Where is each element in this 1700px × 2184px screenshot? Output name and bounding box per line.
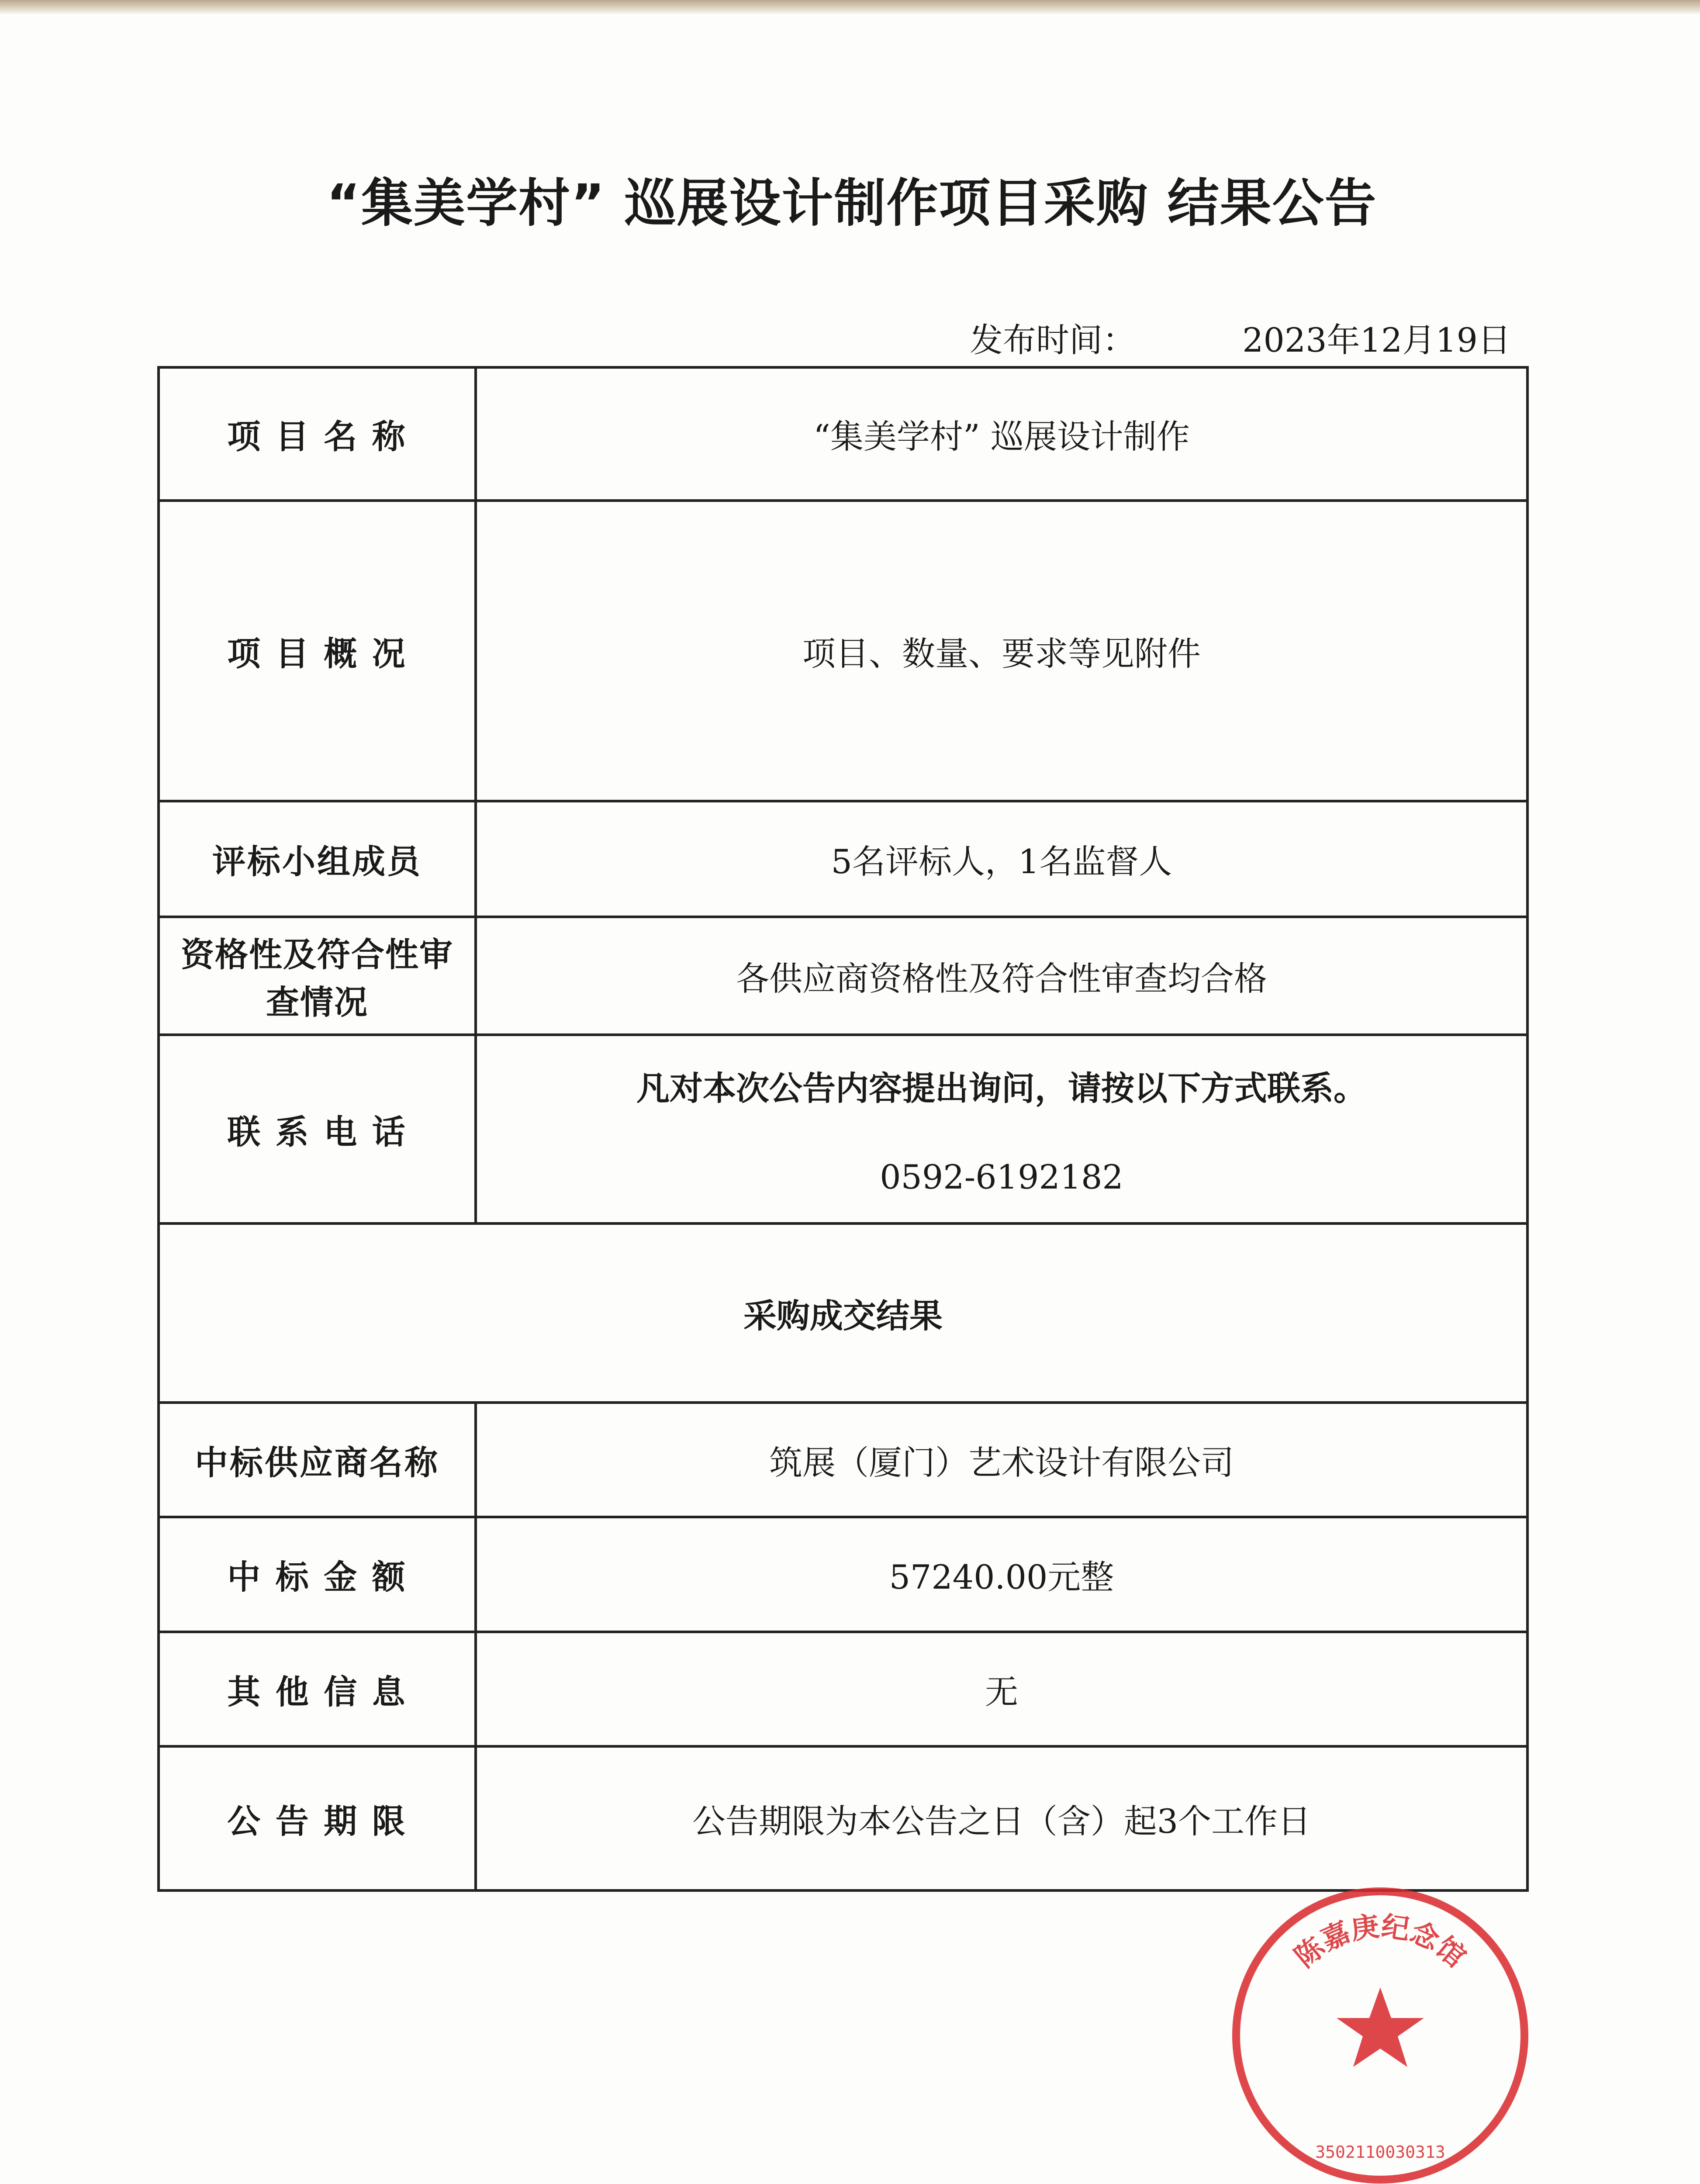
publish-date [970, 314, 1511, 361]
committee-value: 5名评标人，1名监督人 [476, 801, 1527, 917]
announcement-table [157, 366, 1529, 1892]
scan-edge [0, 0, 1700, 15]
table-row [159, 1035, 1527, 1223]
result-heading: 采购成交结果 [159, 1223, 1527, 1403]
contact-cell [476, 1035, 1527, 1223]
table-row [159, 1223, 1527, 1403]
amount-value: 57240.00元整 [476, 1517, 1527, 1632]
contact-label: 联 系 电 话 [159, 1035, 476, 1223]
table-row [159, 801, 1527, 917]
committee-label: 评标小组成员 [159, 801, 476, 917]
supplier-label: 中标供应商名称 [159, 1403, 476, 1517]
project-name-label: 项 目 名 称 [159, 367, 476, 501]
table-row [159, 501, 1527, 801]
other-value: 无 [476, 1632, 1527, 1746]
other-label: 其 他 信 息 [159, 1632, 476, 1746]
period-value: 公告期限为本公告之日（含）起3个工作日 [476, 1746, 1527, 1890]
table-row [159, 1403, 1527, 1517]
supplier-value: 筑展（厦门）艺术设计有限公司 [476, 1403, 1527, 1517]
table-row [159, 917, 1527, 1035]
seal-graphic [1236, 1891, 1524, 2180]
seal-code: 3502110030313 [1315, 2143, 1445, 2162]
publish-date-value: 2023年12月19日 [1242, 321, 1511, 359]
qualification-value: 各供应商资格性及符合性审查均合格 [476, 917, 1527, 1035]
publish-label: 发布时间： [970, 321, 1136, 359]
period-label: 公 告 期 限 [159, 1746, 476, 1890]
project-name-value: “集美学村” 巡展设计制作 [476, 367, 1527, 501]
seal-arc-text: 陈嘉庚纪念馆 [1289, 1910, 1472, 1974]
contact-phone: 0592-6192182 [880, 1158, 1123, 1196]
table-row [159, 367, 1527, 501]
document-title: “集美学村” 巡展设计制作项目采购 结果公告 [326, 173, 1377, 233]
overview-label: 项 目 概 况 [159, 501, 476, 801]
table-row [159, 1517, 1527, 1632]
contact-notice: 凡对本次公告内容提出询问，请按以下方式联系。 [636, 1069, 1367, 1108]
table-row [159, 1746, 1527, 1890]
table-row [159, 1632, 1527, 1746]
official-seal [1223, 1878, 1538, 2184]
overview-value: 项目、数量、要求等见附件 [476, 501, 1527, 801]
amount-label: 中 标 金 额 [159, 1517, 476, 1632]
qualification-label: 资格性及符合性审查情况 [159, 917, 476, 1035]
